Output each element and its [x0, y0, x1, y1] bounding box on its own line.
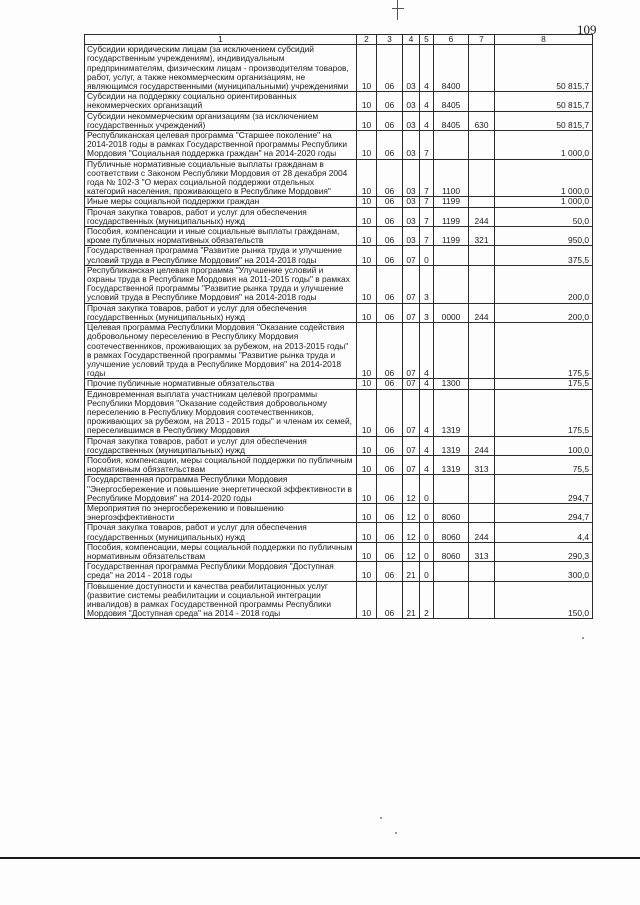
- row-amount: 200,0: [495, 303, 593, 322]
- row-amount: 1 000,0: [495, 159, 593, 197]
- table-row: [85, 45, 593, 92]
- row-description: Субсидии юридическим лицам (за исключением субсидий государственным учреждениям), индивидуальным предпринимателям, физическим лицам - производителям товаров, работ, услуг, а также некоммерческим организациям, не являющимся государственными (муниципальными) учреждениями: [85, 45, 357, 92]
- row-description: Республиканская целевая программа "Улучшение условий и охраны труда в Республике Мордовия на 2011-2015 годы" в рамках Государственной программы "Развитие рынка труда и улучшение условий труда в Республике Мордовия" на 2014-2018 годы: [85, 265, 357, 303]
- row-code-direction: 8405: [434, 92, 469, 111]
- header-cell-4: 4: [403, 35, 420, 45]
- row-code-direction: 1100: [434, 159, 469, 197]
- row-description: Прочая закупка товаров, работ и услуг для обеспечения государственных (муниципальных) нужд: [85, 303, 357, 322]
- row-code-expense-type: [469, 379, 495, 389]
- row-amount: 4,4: [495, 523, 593, 542]
- row-code-ministry: 10: [357, 503, 377, 522]
- row-amount: 50,0: [495, 207, 593, 226]
- row-amount: 200,0: [495, 265, 593, 303]
- row-code-expense-type: [469, 475, 495, 504]
- row-code-section: 06: [377, 92, 403, 111]
- row-description: Государственная программа "Развитие рынка труда и улучшение условий труда в Республике Мордовия" на 2014-2018 годы: [85, 246, 357, 265]
- table-row: [85, 265, 593, 303]
- row-code-ministry: 10: [357, 303, 377, 322]
- row-code-subprogram: 4: [420, 455, 434, 474]
- row-code-expense-type: 630: [469, 111, 495, 130]
- row-code-ministry: 10: [357, 436, 377, 455]
- row-code-direction: 8405: [434, 111, 469, 130]
- scan-speck: [380, 817, 382, 819]
- row-code-section: 06: [377, 197, 403, 207]
- row-code-subprogram: 0: [420, 246, 434, 265]
- row-description: Пособия, компенсации, меры социальной поддержки по публичным нормативным обязательствам: [85, 455, 357, 474]
- row-code-ministry: 10: [357, 227, 377, 246]
- table-row: [85, 562, 593, 581]
- row-description: Повышение доступности и качества реабилитационных услуг (развитие системы реабилитации и социальной интеграции инвалидов) в рамках Государственной программы Республики Мордовия "Доступная среда" на 2014 - 2018 годы: [85, 581, 357, 619]
- row-code-direction: 1300: [434, 379, 469, 389]
- row-code-ministry: 10: [357, 323, 377, 379]
- row-code-subprogram: 0: [420, 562, 434, 581]
- row-code-direction: 1199: [434, 227, 469, 246]
- page-bottom-rule: [0, 857, 640, 859]
- header-cell-5: 5: [420, 35, 434, 45]
- row-code-ministry: 10: [357, 197, 377, 207]
- binding-mark-icon: [392, 0, 404, 22]
- row-code-program: 07: [403, 389, 420, 436]
- row-code-expense-type: [469, 389, 495, 436]
- row-code-section: 06: [377, 227, 403, 246]
- table-row: [85, 523, 593, 542]
- row-amount: 290,3: [495, 542, 593, 561]
- budget-table: [84, 34, 593, 619]
- row-code-ministry: 10: [357, 581, 377, 619]
- table-row: [85, 389, 593, 436]
- row-code-program: 03: [403, 45, 420, 92]
- row-code-section: 06: [377, 436, 403, 455]
- row-code-program: 03: [403, 111, 420, 130]
- header-cell-8: 8: [495, 35, 593, 45]
- row-code-program: 07: [403, 246, 420, 265]
- row-code-subprogram: 4: [420, 323, 434, 379]
- table-row: [85, 379, 593, 389]
- row-code-subprogram: 4: [420, 92, 434, 111]
- row-code-expense-type: [469, 265, 495, 303]
- row-code-section: 06: [377, 379, 403, 389]
- row-amount: 1 000,0: [495, 131, 593, 160]
- row-code-program: 03: [403, 197, 420, 207]
- row-code-expense-type: [469, 92, 495, 111]
- header-cell-3: 3: [377, 35, 403, 45]
- row-code-section: 06: [377, 503, 403, 522]
- row-code-section: 06: [377, 207, 403, 226]
- row-code-section: 06: [377, 523, 403, 542]
- row-code-subprogram: 4: [420, 45, 434, 92]
- table-row: [85, 542, 593, 561]
- row-code-direction: 1319: [434, 436, 469, 455]
- row-code-section: 06: [377, 45, 403, 92]
- row-code-expense-type: 313: [469, 542, 495, 561]
- row-code-direction: [434, 562, 469, 581]
- row-amount: 175,5: [495, 389, 593, 436]
- header-cell-7: 7: [469, 35, 495, 45]
- row-description: Мероприятия по энергосбережению и повышению энергоэффективности: [85, 503, 357, 522]
- row-code-expense-type: 244: [469, 436, 495, 455]
- table-header: [85, 35, 593, 45]
- header-cell-6: 6: [434, 35, 469, 45]
- row-code-subprogram: 0: [420, 503, 434, 522]
- row-code-direction: 8060: [434, 503, 469, 522]
- row-code-ministry: 10: [357, 542, 377, 561]
- row-code-program: 12: [403, 542, 420, 561]
- row-description: Иные меры социальной поддержки граждан: [85, 197, 357, 207]
- row-code-expense-type: [469, 581, 495, 619]
- row-code-section: 06: [377, 303, 403, 322]
- row-description: Пособия, компенсации, меры социальной поддержки по публичным нормативным обязательствам: [85, 542, 357, 561]
- row-code-subprogram: 7: [420, 207, 434, 226]
- row-code-subprogram: 7: [420, 159, 434, 197]
- table-row: [85, 227, 593, 246]
- row-amount: 375,5: [495, 246, 593, 265]
- row-code-subprogram: 4: [420, 389, 434, 436]
- row-code-section: 06: [377, 455, 403, 474]
- row-description: Субсидии на поддержку социально ориентированных некоммерческих организаций: [85, 92, 357, 111]
- row-code-ministry: 10: [357, 111, 377, 130]
- row-amount: 75,5: [495, 455, 593, 474]
- row-code-direction: 8060: [434, 542, 469, 561]
- row-code-subprogram: 3: [420, 265, 434, 303]
- row-amount: 294,7: [495, 475, 593, 504]
- row-code-subprogram: 2: [420, 581, 434, 619]
- row-code-program: 07: [403, 303, 420, 322]
- header-row: [85, 35, 593, 45]
- row-code-program: 07: [403, 265, 420, 303]
- row-code-subprogram: 7: [420, 227, 434, 246]
- row-code-section: 06: [377, 323, 403, 379]
- row-amount: 175,5: [495, 323, 593, 379]
- row-code-expense-type: [469, 197, 495, 207]
- row-code-section: 06: [377, 581, 403, 619]
- scan-speck: [582, 637, 584, 639]
- row-description: Прочая закупка товаров, работ и услуг для обеспечения государственных (муниципальных) нужд: [85, 436, 357, 455]
- row-code-section: 06: [377, 562, 403, 581]
- row-code-section: 06: [377, 131, 403, 160]
- row-code-expense-type: 244: [469, 303, 495, 322]
- row-code-program: 03: [403, 159, 420, 197]
- table-row: [85, 581, 593, 619]
- row-code-subprogram: 3: [420, 303, 434, 322]
- row-code-direction: [434, 131, 469, 160]
- row-code-direction: 1199: [434, 207, 469, 226]
- table-row: [85, 111, 593, 130]
- row-amount: 150,0: [495, 581, 593, 619]
- row-code-program: 07: [403, 323, 420, 379]
- row-code-expense-type: [469, 503, 495, 522]
- row-code-direction: 1319: [434, 455, 469, 474]
- row-code-ministry: 10: [357, 159, 377, 197]
- row-amount: 950,0: [495, 227, 593, 246]
- table-row: [85, 455, 593, 474]
- row-code-section: 06: [377, 542, 403, 561]
- row-code-program: 21: [403, 562, 420, 581]
- row-description: Республиканская целевая программа "Старшее поколение" на 2014-2018 годы в рамках Государственной программы Республики Мордовия "Социальная поддержка граждан" на 2014-2020 годы: [85, 131, 357, 160]
- row-code-expense-type: [469, 131, 495, 160]
- row-code-expense-type: 321: [469, 227, 495, 246]
- table-row: [85, 323, 593, 379]
- table-row: [85, 131, 593, 160]
- row-code-section: 06: [377, 246, 403, 265]
- row-code-direction: [434, 265, 469, 303]
- row-code-direction: [434, 581, 469, 619]
- row-code-program: 07: [403, 379, 420, 389]
- table-row: [85, 246, 593, 265]
- row-code-direction: [434, 246, 469, 265]
- row-code-program: 12: [403, 503, 420, 522]
- row-code-ministry: 10: [357, 207, 377, 226]
- row-code-subprogram: 7: [420, 131, 434, 160]
- row-code-ministry: 10: [357, 562, 377, 581]
- row-code-ministry: 10: [357, 92, 377, 111]
- row-description: Публичные нормативные социальные выплаты гражданам в соответствии с Законом Республики Мордовия от 28 декабря 2004 года № 102-З "О мерах социальной поддержки отдельных категорий населения, проживающего в Республике Мордовия": [85, 159, 357, 197]
- row-code-ministry: 10: [357, 265, 377, 303]
- row-code-section: 06: [377, 389, 403, 436]
- row-description: Государственная программа Республики Мордовия "Доступная среда" на 2014 - 2018 годы: [85, 562, 357, 581]
- row-code-subprogram: 0: [420, 523, 434, 542]
- row-amount: 175,5: [495, 379, 593, 389]
- row-code-ministry: 10: [357, 45, 377, 92]
- row-description: Субсидии некоммерческим организациям (за исключением государственных учреждений): [85, 111, 357, 130]
- row-description: Целевая программа Республики Мордовия "Оказание содействия добровольному переселению в Республику Мордовия соотечественников, проживающих за рубежом, на 2013-2015 годы" в рамках Государственной программы "Развитие рынка труда и улучшение условий труда в Республике Мордовия" на 2014-2018 годы: [85, 323, 357, 379]
- row-amount: 50 815,7: [495, 45, 593, 92]
- row-code-program: 03: [403, 131, 420, 160]
- scan-speck: [395, 832, 397, 834]
- table-row: [85, 503, 593, 522]
- row-amount: 300,0: [495, 562, 593, 581]
- row-code-ministry: 10: [357, 523, 377, 542]
- row-code-ministry: 10: [357, 246, 377, 265]
- header-cell-2: 2: [357, 35, 377, 45]
- row-code-direction: 8060: [434, 523, 469, 542]
- row-code-direction: 0000: [434, 303, 469, 322]
- row-amount: 294,7: [495, 503, 593, 522]
- row-code-expense-type: 244: [469, 523, 495, 542]
- row-code-expense-type: 244: [469, 207, 495, 226]
- row-code-expense-type: [469, 246, 495, 265]
- row-code-expense-type: [469, 159, 495, 197]
- row-code-ministry: 10: [357, 379, 377, 389]
- row-code-ministry: 10: [357, 455, 377, 474]
- row-description: Единовременная выплата участникам целевой программы Республики Мордовия "Оказание содействия добровольному переселению в Республику Мордовия соотечественников, проживающих за рубежом, на 2013 - 2015 годы" и членам их семей, переселившимся в Республику Мордовия: [85, 389, 357, 436]
- row-code-direction: 8400: [434, 45, 469, 92]
- row-description: Прочая закупка товаров, работ и услуг для обеспечения государственных (муниципальных) нужд: [85, 207, 357, 226]
- row-code-subprogram: 4: [420, 379, 434, 389]
- page-number: 109: [577, 22, 597, 37]
- row-code-direction: [434, 475, 469, 504]
- row-code-program: 12: [403, 475, 420, 504]
- row-code-direction: 1199: [434, 197, 469, 207]
- table-row: [85, 475, 593, 504]
- table-body: [85, 45, 593, 619]
- header-cell-1: 1: [85, 35, 357, 45]
- row-amount: 50 815,7: [495, 92, 593, 111]
- row-description: Государственная программа Республики Мордовия "Энергосбережение и повышение энергетической эффективности в Республике Мордовия" на 2014-2020 годы: [85, 475, 357, 504]
- row-description: Пособия, компенсации и иные социальные выплаты гражданам, кроме публичных нормативных обязательств: [85, 227, 357, 246]
- row-code-program: 07: [403, 455, 420, 474]
- table-row: [85, 92, 593, 111]
- row-code-subprogram: 0: [420, 542, 434, 561]
- row-code-direction: [434, 323, 469, 379]
- row-code-expense-type: [469, 45, 495, 92]
- row-code-ministry: 10: [357, 389, 377, 436]
- row-code-ministry: 10: [357, 475, 377, 504]
- row-code-program: 03: [403, 227, 420, 246]
- row-code-program: 21: [403, 581, 420, 619]
- row-amount: 1 000,0: [495, 197, 593, 207]
- row-code-subprogram: 4: [420, 111, 434, 130]
- row-code-program: 07: [403, 436, 420, 455]
- row-code-section: 06: [377, 111, 403, 130]
- row-code-subprogram: 7: [420, 197, 434, 207]
- row-description: Прочие публичные нормативные обязательства: [85, 379, 357, 389]
- row-code-section: 06: [377, 265, 403, 303]
- row-code-subprogram: 0: [420, 475, 434, 504]
- table-row: [85, 436, 593, 455]
- row-code-subprogram: 4: [420, 436, 434, 455]
- row-code-program: 03: [403, 207, 420, 226]
- row-amount: 50 815,7: [495, 111, 593, 130]
- table-row: [85, 207, 593, 226]
- row-code-program: 03: [403, 92, 420, 111]
- table-row: [85, 197, 593, 207]
- table-row: [85, 159, 593, 197]
- row-description: Прочая закупка товаров, работ и услуг для обеспечения государственных (муниципальных) нужд: [85, 523, 357, 542]
- row-code-section: 06: [377, 159, 403, 197]
- row-code-ministry: 10: [357, 131, 377, 160]
- row-code-expense-type: 313: [469, 455, 495, 474]
- row-code-program: 12: [403, 523, 420, 542]
- row-code-direction: 1319: [434, 389, 469, 436]
- row-code-expense-type: [469, 323, 495, 379]
- table-row: [85, 303, 593, 322]
- row-code-section: 06: [377, 475, 403, 504]
- row-code-expense-type: [469, 562, 495, 581]
- row-amount: 100,0: [495, 436, 593, 455]
